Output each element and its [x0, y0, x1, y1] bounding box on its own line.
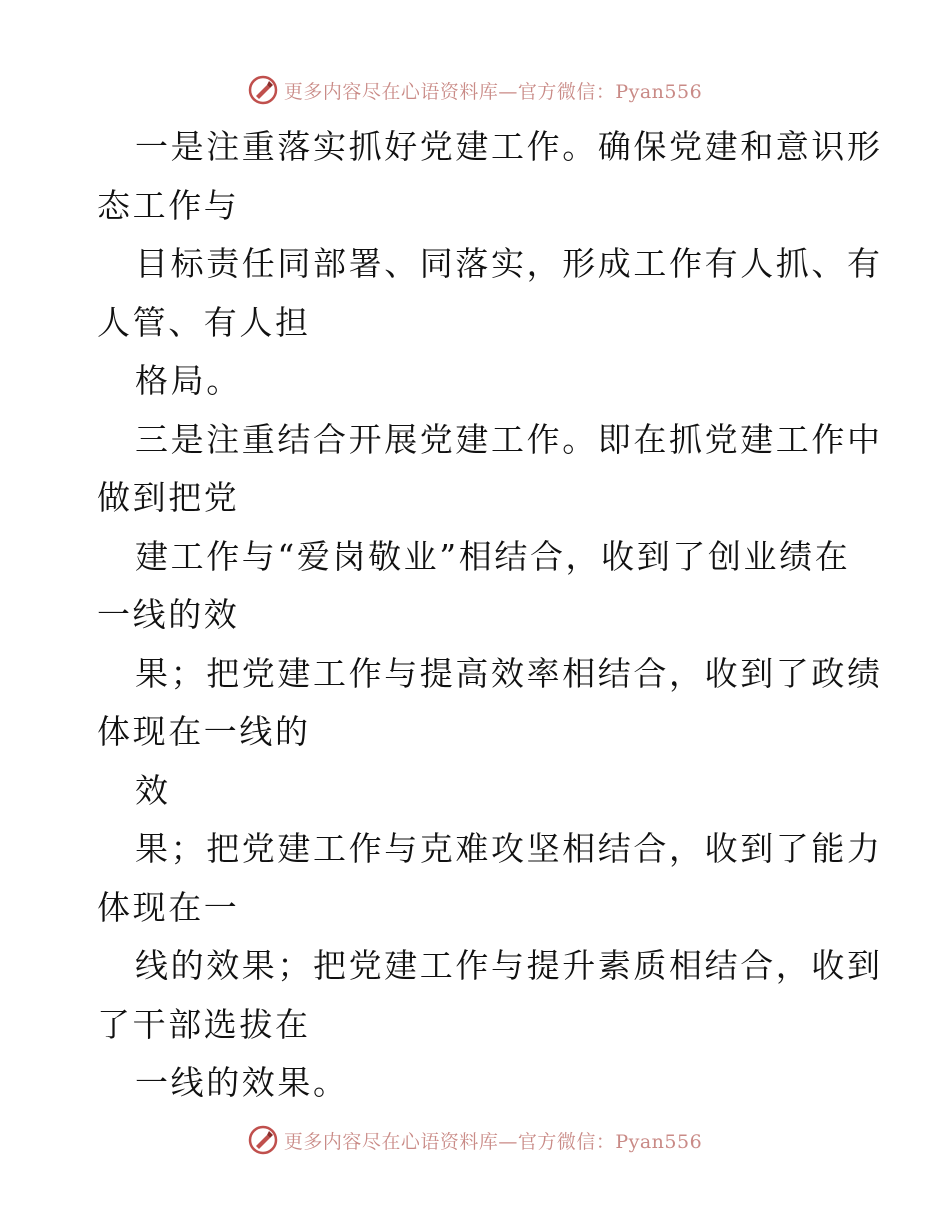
body-line: 果；把党建工作与克难攻坚相结合，收到了能力	[135, 829, 883, 868]
body-line: 果；把党建工作与提高效率相结合，收到了政绩	[135, 653, 883, 693]
body-line: 格局。	[135, 361, 242, 400]
body-line: 体现在一	[97, 887, 240, 927]
document-body	[97, 118, 883, 1113]
body-line: 一是注重落实抓好党建工作。确保党建和意识形	[135, 127, 883, 166]
header-banner-text: 更多内容尽在心语资料库—官方微信：Pyan556	[283, 80, 703, 103]
body-line: 态工作与	[97, 185, 240, 225]
body-line: 体现在一线的	[97, 712, 311, 751]
body-line: 一线的效果。	[135, 1063, 349, 1102]
body-line: 一线的效	[97, 595, 240, 634]
body-line: 目标责任同部署、同落实，形成工作有人抓、有	[135, 244, 883, 283]
body-line: 建工作与“爱岗敬业”相结合，收到了创业绩在	[135, 536, 851, 576]
pen-logo-icon	[248, 1125, 278, 1155]
body-line: 了干部选拔在	[97, 1004, 311, 1044]
body-line: 三是注重结合开展党建工作。即在抓党建工作中	[135, 419, 883, 459]
body-line: 做到把党	[97, 478, 240, 517]
body-line: 效	[135, 770, 171, 810]
footer-banner-text: 更多内容尽在心语资料库—官方微信：Pyan556	[283, 1130, 703, 1153]
header-banner	[0, 70, 950, 110]
body-line: 人管、有人担	[97, 302, 311, 342]
pen-logo-icon	[248, 75, 278, 105]
footer-banner	[0, 1120, 950, 1160]
body-line: 线的效果；把党建工作与提升素质相结合，收到	[135, 946, 883, 985]
